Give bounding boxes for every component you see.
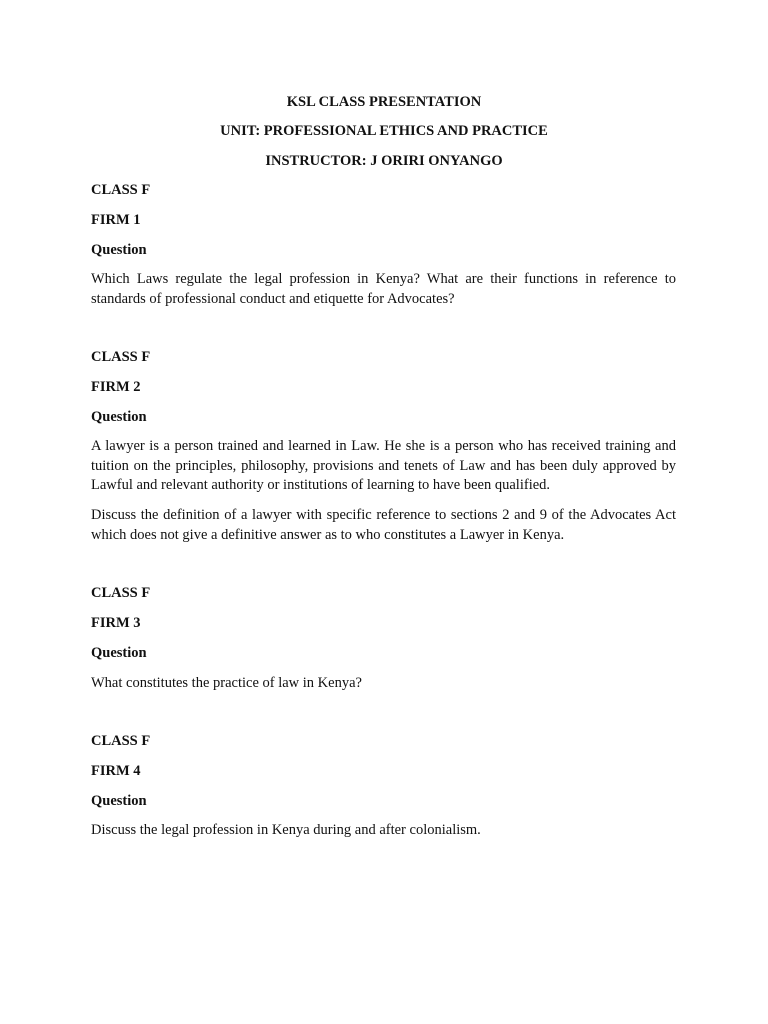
firm-label: FIRM 4 (91, 763, 141, 779)
firm-label: FIRM 2 (91, 379, 141, 395)
question-text: Which Laws regulate the legal profession in Kenya? What are their functions in reference to standards of professional conduct and etiquette for Advocates? (91, 271, 676, 307)
document-title: KSL CLASS PRESENTATION (286, 94, 482, 110)
question-label: Question (91, 242, 147, 258)
class-label: CLASS F (91, 182, 151, 198)
firm-label: FIRM 3 (91, 615, 141, 631)
class-label: CLASS F (91, 585, 151, 601)
instructor-heading: INSTRUCTOR: J ORIRI ONYANGO (265, 153, 503, 169)
question-text: What constitutes the practice of law in Kenya? (91, 675, 362, 691)
question-label: Question (91, 645, 147, 661)
class-label: CLASS F (91, 349, 151, 365)
class-label: CLASS F (91, 733, 151, 749)
question-text: A lawyer is a person trained and learned in Law. He she is a person who has received training and tuition on the principles, philosophy, provisions and tenets of Law and has been duly approved by Lawful and relevant authority or institutions of learning to have been qualified. (91, 438, 676, 493)
question-text: Discuss the legal profession in Kenya during and after colonialism. (91, 822, 481, 838)
firm-label: FIRM 1 (91, 212, 141, 228)
question-label: Question (91, 409, 147, 425)
question-label: Question (91, 793, 147, 809)
unit-heading: UNIT: PROFESSIONAL ETHICS AND PRACTICE (220, 123, 548, 139)
question-text: Discuss the definition of a lawyer with specific reference to sections 2 and 9 of the Advocates Act which does not give a definitive answer as to who constitutes a Lawyer in Kenya. (91, 507, 676, 543)
